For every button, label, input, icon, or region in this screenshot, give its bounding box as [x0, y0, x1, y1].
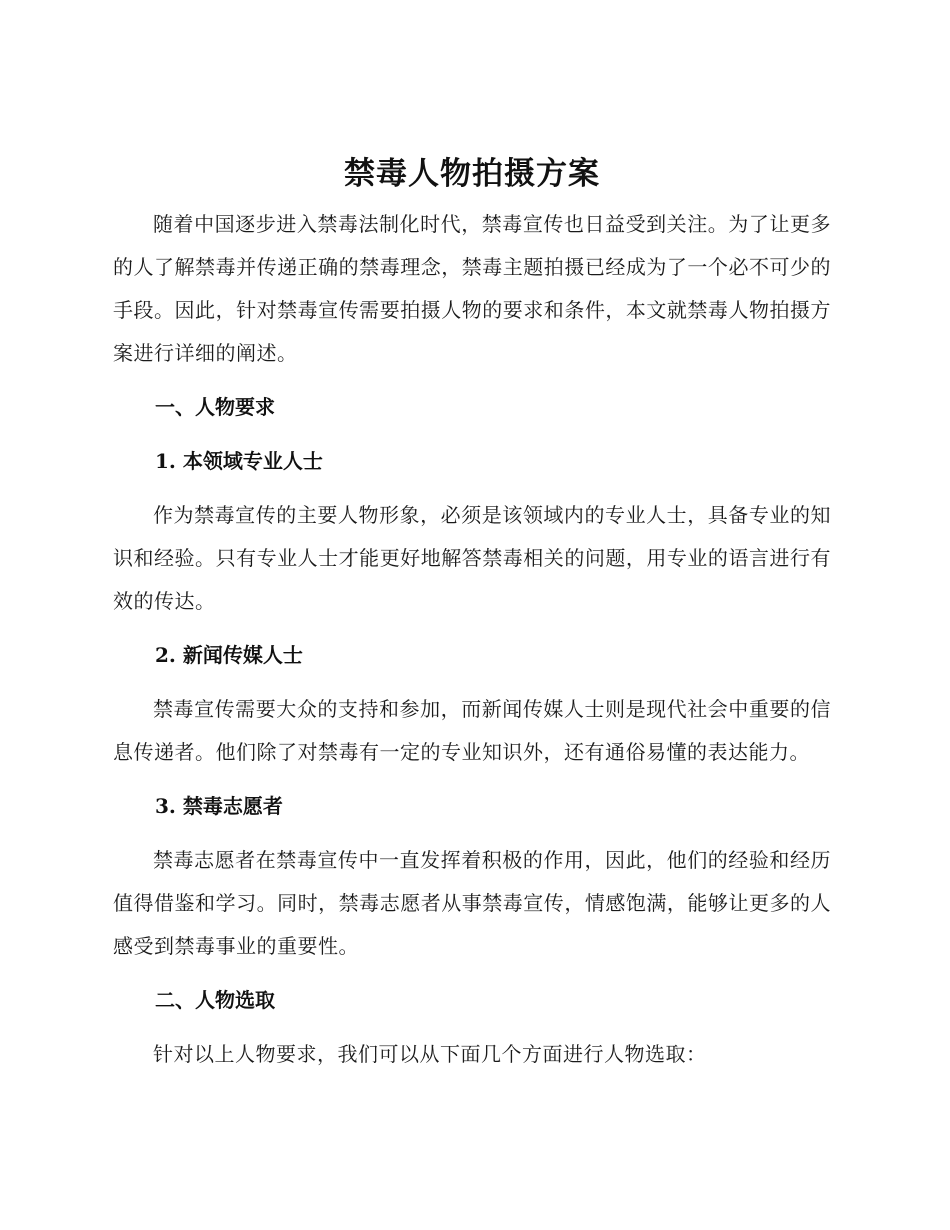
spacer: [113, 774, 831, 785]
document-title: 禁毒人物拍摄方案: [344, 156, 600, 192]
paragraph-media: 禁毒宣传需要大众的支持和参加，而新闻传媒人士则是现代社会中重要的信息传递者。他们除了对禁毒有一定的专业知识外，还有通俗易懂的表达能力。: [113, 697, 831, 764]
spacer: [113, 623, 831, 634]
subheading-media: 2. 新闻传媒人士: [155, 643, 303, 667]
spacer: [113, 828, 831, 839]
spacer: [113, 429, 831, 440]
spacer: [113, 677, 831, 688]
section-heading-selection: 二、人物选取: [155, 988, 275, 1012]
intro-paragraph: 随着中国逐步进入禁毒法制化时代，禁毒宣传也日益受到关注。为了让更多的人了解禁毒并传递正确的禁毒理念，禁毒主题拍摄已经成为了一个必不可少的手段。因此，针对禁毒宣传需要拍摄人物的要求和条件，本文就禁毒人物拍摄方案进行详细的阐述。: [113, 212, 831, 365]
spacer: [113, 968, 831, 979]
spacer: [113, 483, 831, 494]
paragraph-selection: 针对以上人物要求，我们可以从下面几个方面进行人物选取：: [153, 1042, 707, 1066]
document-page: [113, 145, 831, 1076]
subheading-professionals: 1. 本领域专业人士: [155, 449, 323, 473]
spacer: [113, 375, 831, 386]
paragraph-volunteers: 禁毒志愿者在禁毒宣传中一直发挥着积极的作用，因此，他们的经验和经历值得借鉴和学习。同时，禁毒志愿者从事禁毒宣传，情感饱满，能够让更多的人感受到禁毒事业的重要性。: [113, 848, 831, 958]
subheading-volunteers: 3. 禁毒志愿者: [155, 794, 283, 818]
paragraph-professionals: 作为禁毒宣传的主要人物形象，必须是该领域内的专业人士，具备专业的知识和经验。只有专业人士才能更好地解答禁毒相关的问题，用专业的语言进行有效的传达。: [113, 503, 831, 613]
section-heading-requirements: 一、人物要求: [155, 395, 275, 419]
spacer: [113, 1022, 831, 1033]
